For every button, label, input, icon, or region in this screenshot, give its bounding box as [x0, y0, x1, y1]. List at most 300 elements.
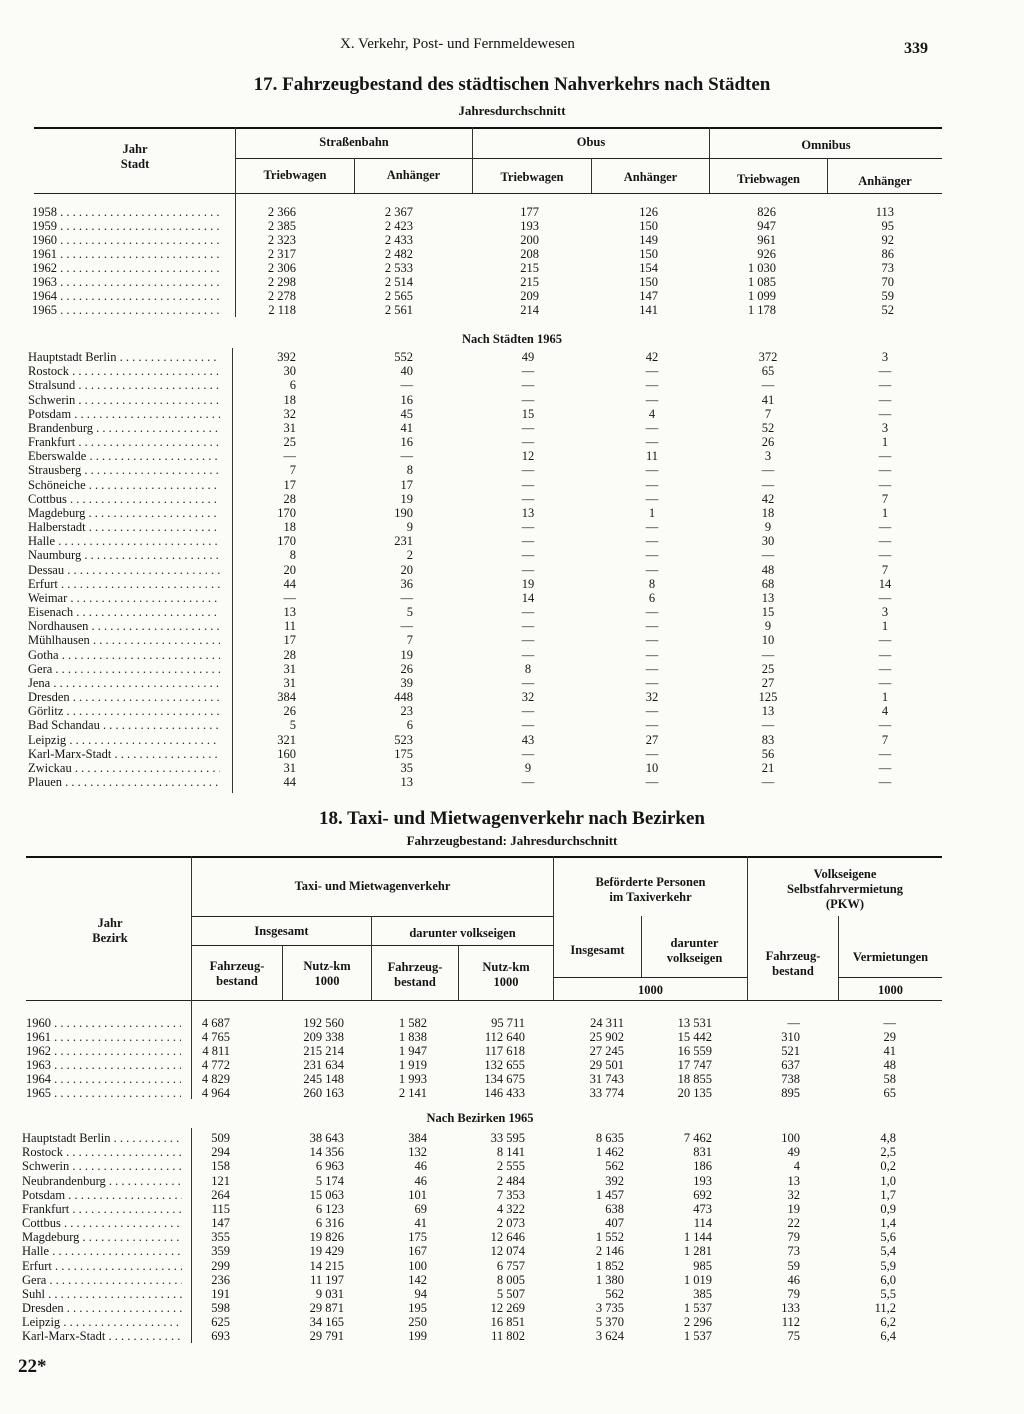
table17-subcol-header: Triebwagen [737, 172, 800, 186]
table-cell: 52 [881, 303, 894, 317]
table-cell: 0,2 [880, 1159, 896, 1174]
table-cell: 14 [521, 590, 535, 605]
table-cell: 12 [521, 449, 535, 464]
table17-subcol-header: Triebwagen [263, 168, 327, 182]
table-cell: 39 [400, 675, 413, 690]
table-cell: 1 [881, 619, 889, 634]
table-cell: 191 [211, 1286, 230, 1301]
table-cell: 598 [211, 1301, 230, 1315]
table-cell: 2 533 [384, 261, 413, 275]
table-cell: 826 [757, 205, 776, 219]
table-cell: 473 [693, 1201, 712, 1216]
table-cell: 372 [758, 350, 778, 364]
table-cell: 2 [406, 548, 413, 563]
table-cell: — [645, 378, 659, 393]
table-cell: 7 353 [496, 1187, 525, 1202]
row-label: Naumburg . . . [28, 548, 220, 562]
table-cell: 46 [414, 1173, 427, 1188]
table-cell: 100 [781, 1131, 800, 1145]
table-cell: — [521, 746, 535, 761]
table18-year-row [0, 1016, 960, 1030]
table-cell: 1 537 [683, 1301, 712, 1315]
table18-district-row [0, 1301, 960, 1315]
table18-group-header: Taxi- und Mietwagenverkehr [294, 879, 451, 893]
row-label: Plauen . . . [28, 775, 220, 789]
row-label: 1958 . . . [32, 205, 222, 219]
table-cell: — [645, 661, 659, 676]
table-cell: 8 141 [496, 1145, 525, 1160]
table-cell: 29 791 [309, 1329, 344, 1344]
table-cell: 95 711 [491, 1016, 525, 1030]
row-label: 1964 . . . [26, 1072, 181, 1086]
table18-district-row [0, 1202, 960, 1216]
table-cell: 355 [211, 1230, 230, 1245]
table-cell: — [878, 675, 892, 690]
table-cell: 200 [520, 233, 539, 247]
table-cell: — [645, 548, 659, 563]
table-cell: 1 462 [595, 1145, 624, 1160]
table18-unit-label: 1000 [878, 983, 903, 997]
table-cell: 13 [787, 1173, 800, 1188]
table-cell: — [521, 463, 535, 478]
table-cell: 2 484 [496, 1173, 525, 1188]
table-cell: 32 [283, 406, 296, 421]
table18-district-row [0, 1315, 960, 1329]
table-cell: 448 [394, 690, 413, 705]
table-cell: — [645, 420, 659, 435]
row-label: Leipzig . . . [28, 733, 220, 747]
table-cell: 1 537 [683, 1329, 712, 1344]
row-label: Karl-Marx-Stadt . . . [28, 747, 220, 761]
table-cell: — [521, 704, 535, 719]
table17-city-row [0, 761, 960, 775]
table-cell: 5,4 [880, 1244, 896, 1259]
table-cell: 132 655 [484, 1058, 525, 1072]
table-cell: 27 [761, 675, 775, 690]
table-cell: 521 [781, 1044, 800, 1058]
table18-header-rule [26, 1000, 942, 1001]
table-cell: 41 [400, 420, 413, 435]
table-cell: 13 [761, 590, 775, 605]
table-cell: 1 993 [398, 1072, 427, 1086]
table-cell: 4 322 [496, 1201, 525, 1216]
table17-city-row [0, 364, 960, 378]
table-cell: 1 582 [398, 1016, 427, 1030]
table-cell: — [878, 378, 892, 393]
table-cell: 7 [289, 463, 296, 478]
table-cell: 926 [757, 247, 776, 261]
table17-top-rule [34, 127, 942, 129]
table-cell: 58 [883, 1072, 896, 1086]
table-cell: 150 [639, 275, 658, 289]
table17-city-row [0, 577, 960, 591]
table-cell: — [645, 619, 659, 634]
table-cell: 15 063 [309, 1187, 344, 1202]
table18-district-row [0, 1131, 960, 1145]
table-cell: 4 687 [201, 1016, 230, 1030]
table-cell: 112 640 [484, 1030, 525, 1044]
table-cell: 19 [400, 491, 413, 506]
row-label: Potsdam . . . [28, 407, 220, 421]
table-cell: 3 [881, 350, 889, 364]
table-cell: 321 [277, 732, 296, 747]
table-cell: 6 316 [315, 1216, 344, 1230]
table-cell: 637 [781, 1058, 800, 1072]
table-cell: 18 [283, 520, 296, 534]
table-cell: — [761, 477, 775, 492]
table18-section-heading: Nach Bezirken 1965 [426, 1111, 534, 1125]
table-cell: 2 278 [267, 289, 296, 303]
row-label: Dresden . . . [28, 690, 220, 704]
table-cell: 41 [414, 1216, 427, 1230]
table-cell: — [521, 534, 535, 549]
table18-col-header: Insgesamt [570, 943, 625, 957]
table-cell: — [878, 775, 892, 790]
table-cell: — [645, 704, 659, 719]
row-label: Stralsund . . . [28, 378, 220, 392]
row-label: Brandenburg . . . [28, 421, 220, 435]
table-cell: 18 [283, 392, 296, 407]
table-cell: 245 148 [303, 1072, 344, 1086]
table17-city-row [0, 350, 960, 364]
table-cell: 738 [781, 1072, 800, 1086]
table-cell: 214 [520, 303, 539, 317]
table-cell: 27 245 [589, 1044, 624, 1058]
table-cell: 19 826 [309, 1230, 344, 1245]
table-cell: 22 [787, 1216, 800, 1230]
row-label: Halberstadt . . . [28, 520, 220, 534]
table17-city-row [0, 421, 960, 435]
row-label: 1963 . . . [26, 1058, 181, 1072]
table-cell: 10 [761, 633, 775, 648]
table-cell: — [521, 775, 535, 790]
table-cell: 175 [394, 746, 413, 761]
table-cell: 2 298 [267, 275, 296, 289]
table17-city-row [0, 662, 960, 676]
table-cell: 1 178 [747, 303, 776, 317]
table-cell: 34 165 [309, 1315, 344, 1330]
table-cell: 13 [400, 775, 413, 790]
table-cell: 193 [520, 219, 539, 233]
table-cell: 14 [878, 576, 892, 591]
row-label: Nordhausen . . . [28, 619, 220, 633]
table-cell: 20 135 [677, 1086, 712, 1100]
table18-district-row [0, 1230, 960, 1244]
table-cell: 28 [283, 647, 296, 662]
row-label: Gera . . . [28, 662, 220, 676]
table-cell: 947 [757, 219, 776, 233]
table-cell: 4 772 [201, 1058, 230, 1072]
table-cell: — [645, 775, 659, 790]
table-cell: 92 [881, 233, 894, 247]
table17-city-row [0, 633, 960, 647]
table17-city-row [0, 548, 960, 562]
table-cell: — [878, 392, 892, 407]
table-cell: 6,0 [880, 1272, 896, 1287]
table-cell: — [787, 1016, 800, 1030]
row-label: 1960 . . . [32, 233, 222, 247]
table17-city-row [0, 520, 960, 534]
table-cell: 14 356 [309, 1145, 344, 1160]
table-cell: 1 281 [683, 1244, 712, 1259]
table-cell: — [878, 633, 892, 648]
table-cell: 48 [761, 562, 775, 577]
table-cell: 95 [881, 219, 894, 233]
table-cell: 1 380 [595, 1272, 624, 1287]
table-cell: 5,5 [880, 1286, 896, 1301]
table-cell: 20 [283, 562, 296, 577]
table17-subcol-header: Anhänger [386, 168, 441, 182]
table-cell: — [645, 675, 659, 690]
table-cell: 294 [211, 1145, 230, 1160]
row-label: Hauptstadt Berlin . . . [28, 350, 220, 364]
table-cell: 9 [764, 520, 772, 534]
table-cell: 5 [289, 718, 296, 733]
table-cell: 1 [881, 435, 889, 449]
row-label: Schöneiche . . . [28, 478, 220, 492]
table-cell: 6 [289, 378, 296, 393]
table17-year-row [0, 233, 960, 247]
table-cell: 25 [283, 435, 296, 449]
table-cell: 1 019 [683, 1272, 712, 1287]
table-cell: 384 [277, 690, 296, 705]
table-cell: 5,9 [880, 1258, 896, 1273]
table17-year-row [0, 247, 960, 261]
table-cell: 142 [408, 1272, 427, 1287]
table-cell: 56 [761, 746, 775, 761]
table-cell: 49 [787, 1145, 800, 1160]
table-cell: 186 [693, 1159, 712, 1174]
table-cell: 193 [693, 1173, 712, 1188]
table-cell: — [645, 633, 659, 648]
row-label: Dresden . . . [22, 1301, 182, 1315]
table17-city-row [0, 775, 960, 789]
table-cell: 133 [781, 1301, 800, 1315]
table-cell: 158 [211, 1159, 230, 1174]
table17-city-row [0, 563, 960, 577]
table-cell: 14 215 [309, 1258, 344, 1273]
row-label: Frankfurt . . . [28, 435, 220, 449]
row-label: Rostock . . . [28, 364, 220, 378]
table-cell: 70 [881, 275, 894, 289]
table-cell: 1 [881, 690, 889, 705]
table-cell: 125 [758, 690, 778, 705]
table-cell: 46 [414, 1159, 427, 1174]
row-label: Cottbus . . . [28, 492, 220, 506]
table-cell: — [400, 590, 413, 605]
table-cell: 2 482 [384, 247, 413, 261]
table-cell: — [878, 406, 892, 421]
table18-district-row [0, 1259, 960, 1273]
table-cell: 12 269 [490, 1301, 525, 1315]
table17-year-row [0, 289, 960, 303]
row-label: Karl-Marx-Stadt . . . [22, 1329, 182, 1343]
row-label: Mühlhausen . . . [28, 633, 220, 647]
table17-city-row [0, 463, 960, 477]
table-cell: 215 [520, 275, 539, 289]
table17-title: 17. Fahrzeugbestand des städtischen Nahverkehrs nach Städten [253, 74, 771, 95]
table-cell: 112 [781, 1315, 800, 1330]
table-cell: 2 317 [267, 247, 296, 261]
table18-year-row [0, 1044, 960, 1058]
table-cell: 562 [605, 1286, 624, 1301]
row-label: 1965 . . . [26, 1086, 181, 1100]
table-cell: 16 851 [490, 1315, 525, 1330]
table-cell: 150 [639, 219, 658, 233]
row-label: Eisenach . . . [28, 605, 220, 619]
table-cell: 134 675 [484, 1072, 525, 1086]
table17-subcol-header: Triebwagen [500, 170, 564, 184]
table-cell: 1,7 [880, 1187, 896, 1202]
row-label: 1960 . . . [26, 1016, 181, 1030]
table-cell: 32 [521, 690, 535, 705]
row-label: Gotha . . . [28, 648, 220, 662]
table-cell: 11 [283, 619, 296, 634]
table-cell: 13 531 [677, 1016, 712, 1030]
table-cell: 114 [693, 1216, 712, 1230]
table17-year-row [0, 303, 960, 317]
table-cell: — [645, 392, 659, 407]
table18-unit-label: 1000 [638, 983, 663, 997]
table-cell: — [400, 449, 413, 464]
table-cell: — [878, 364, 892, 379]
signature-mark: 22* [18, 1356, 47, 1377]
row-label: Hauptstadt Berlin . . . [22, 1131, 182, 1145]
table-cell: 7 462 [683, 1131, 712, 1145]
table-cell: 8 [289, 548, 296, 563]
table17-city-row [0, 648, 960, 662]
table18-col-header: darunter volkseigen [666, 936, 723, 965]
table-cell: 895 [781, 1086, 800, 1100]
table-cell: — [400, 378, 413, 393]
table-cell: 15 442 [677, 1030, 712, 1044]
row-label: 1963 . . . [32, 275, 222, 289]
row-label: Frankfurt . . . [22, 1202, 182, 1216]
table-cell: 1 099 [747, 289, 776, 303]
table17-subcol-header: Anhänger [623, 170, 678, 184]
table-cell: — [645, 364, 659, 379]
table-cell: 29 871 [309, 1301, 344, 1315]
table18-top-rule [26, 856, 942, 858]
table-cell: 19 [787, 1201, 800, 1216]
table-cell: 49 [521, 350, 535, 364]
row-label: Magdeburg . . . [28, 506, 220, 520]
table-cell: — [761, 647, 775, 662]
table-cell: — [761, 718, 775, 733]
table-cell: 2 423 [384, 219, 413, 233]
table-cell: 79 [787, 1286, 800, 1301]
table-cell: 4,8 [880, 1131, 896, 1145]
table-cell: 264 [211, 1187, 230, 1202]
table18-district-row [0, 1188, 960, 1202]
table-cell: 11 [645, 449, 659, 464]
table-cell: 147 [211, 1216, 230, 1230]
table17-year-row [0, 219, 960, 233]
table-cell: 215 214 [303, 1044, 344, 1058]
table-cell: 27 [645, 732, 659, 747]
table-cell: 407 [605, 1216, 624, 1230]
table-cell: — [761, 378, 775, 393]
table-cell: 692 [693, 1187, 712, 1202]
row-label: Erfurt . . . [28, 577, 220, 591]
table-cell: 625 [211, 1315, 230, 1330]
table-cell: 32 [645, 690, 659, 705]
table-cell: — [761, 463, 775, 478]
table-cell: 73 [881, 261, 894, 275]
table-cell: 260 163 [303, 1086, 344, 1100]
table-cell: 59 [881, 289, 894, 303]
table-cell: 79 [787, 1230, 800, 1245]
table-cell: 44 [283, 576, 296, 591]
table-cell: 31 [283, 675, 296, 690]
table-cell: 30 [761, 534, 775, 549]
table-cell: 25 902 [589, 1030, 624, 1044]
table-cell: 6 963 [315, 1159, 344, 1174]
table-cell: — [878, 746, 892, 761]
table-cell: 299 [211, 1258, 230, 1273]
table-cell: 20 [400, 562, 413, 577]
table-cell: 1 852 [595, 1258, 624, 1273]
table-cell: 40 [400, 364, 413, 379]
row-label: 1961 . . . [26, 1030, 181, 1044]
table-cell: 2,5 [880, 1145, 896, 1160]
table-cell: 8 [648, 576, 656, 591]
table-cell: — [521, 619, 535, 634]
table-cell: 26 [283, 704, 296, 719]
table-cell: 392 [605, 1173, 624, 1188]
table-cell: 19 [400, 647, 413, 662]
table-cell: 552 [394, 350, 413, 364]
table-cell: — [283, 449, 296, 464]
table-cell: 31 [283, 760, 296, 775]
table-cell: 25 [761, 661, 775, 676]
table-cell: 13 [283, 605, 296, 620]
table18-year-row [0, 1086, 960, 1100]
row-label: Rostock . . . [22, 1145, 182, 1159]
table-cell: 2 296 [683, 1315, 712, 1330]
table17-city-row [0, 718, 960, 732]
table-cell: — [645, 463, 659, 478]
table-cell: 45 [400, 406, 413, 421]
table-cell: 9 [406, 520, 413, 534]
table-cell: 9 [524, 760, 532, 775]
table-cell: — [521, 477, 535, 492]
table-cell: — [645, 746, 659, 761]
table-cell: — [645, 718, 659, 733]
table-cell: 73 [787, 1244, 800, 1259]
row-label: Görlitz . . . [28, 704, 220, 718]
table-cell: — [878, 449, 892, 464]
table-cell: 3 735 [595, 1301, 624, 1315]
table-cell: 638 [605, 1201, 624, 1216]
row-label: Jena . . . [28, 676, 220, 690]
table-cell: 36 [400, 576, 413, 591]
table-cell: 3 [764, 449, 772, 464]
table-cell: 2 146 [595, 1244, 624, 1259]
table17-group-header: Obus [576, 135, 606, 149]
table-cell: 31 743 [589, 1072, 624, 1086]
table-cell: — [521, 718, 535, 733]
table-cell: 8 635 [595, 1131, 624, 1145]
table-cell: 13 [521, 505, 535, 520]
row-label: Suhl . . . [22, 1287, 182, 1301]
table-cell: 8 005 [496, 1272, 525, 1287]
table17-city-row [0, 690, 960, 704]
table-cell: 10 [645, 760, 659, 775]
table18-col-header: Nutz-km 1000 [303, 959, 351, 988]
page-number: 339 [904, 40, 928, 57]
table-cell: 41 [761, 392, 775, 407]
